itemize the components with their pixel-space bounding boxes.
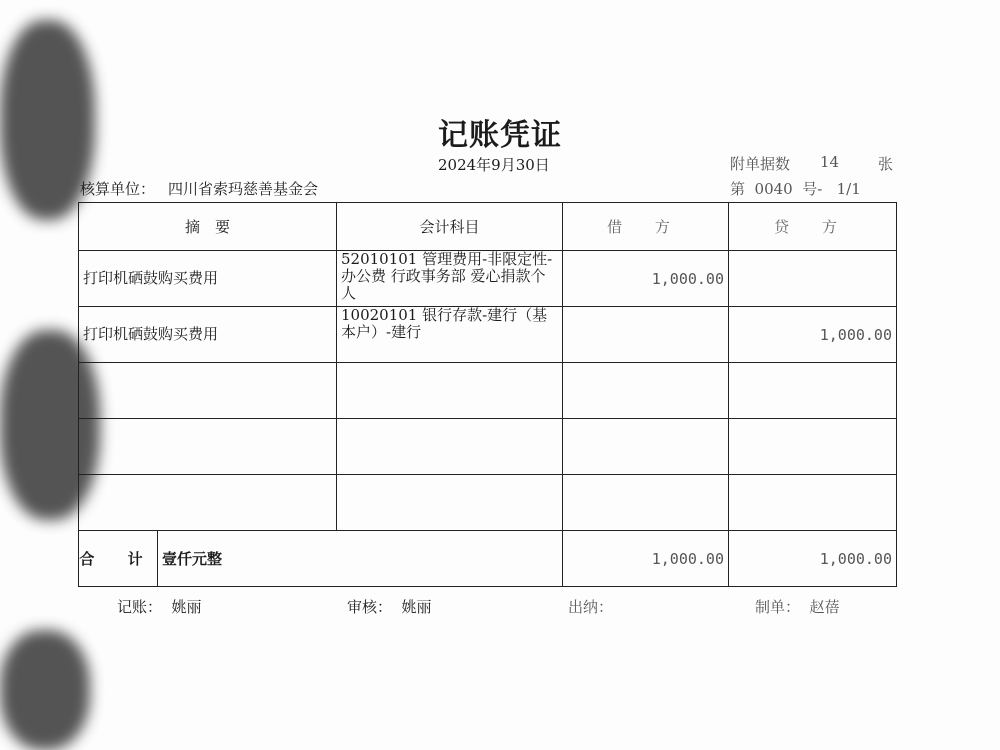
row-debit	[563, 475, 729, 531]
header-debit: 借 方	[563, 203, 729, 251]
header-summary: 摘 要	[79, 203, 337, 251]
bookkeeper-signature: 记账： 姚丽	[117, 598, 202, 616]
row-credit	[729, 251, 897, 307]
voucher-table	[78, 202, 897, 587]
row-summary	[79, 475, 337, 531]
attachments-label: 附单据数	[730, 155, 791, 173]
header-account: 会计科目	[337, 203, 563, 251]
reviewer-signature: 审核： 姚丽	[347, 598, 432, 616]
preparer-signature: 制单： 赵蓓	[755, 598, 840, 616]
table-row	[79, 307, 897, 363]
table-row	[79, 475, 897, 531]
scan-smudge	[0, 630, 90, 750]
row-account	[337, 363, 563, 419]
row-debit	[563, 307, 729, 363]
attachments-count: 14	[820, 153, 840, 171]
row-account	[337, 419, 563, 475]
row-summary: 打印机硒鼓购买费用	[79, 251, 337, 307]
accounting-unit-value: 四川省索玛慈善基金会	[168, 180, 319, 198]
table-header-row	[79, 203, 897, 251]
row-credit	[729, 475, 897, 531]
total-row	[79, 531, 897, 587]
total-debit: 1,000.00	[563, 531, 729, 587]
row-debit: 1,000.00	[563, 251, 729, 307]
row-summary	[79, 363, 337, 419]
table-row	[79, 251, 897, 307]
row-account	[337, 475, 563, 531]
table-row	[79, 419, 897, 475]
row-summary	[79, 419, 337, 475]
row-debit	[563, 363, 729, 419]
voucher-title: 记账凭证	[438, 118, 562, 153]
table-row	[79, 363, 897, 419]
row-credit	[729, 419, 897, 475]
row-account: 10020101 银行存款-建行（基本户）-建行	[337, 307, 563, 363]
header-credit: 贷 方	[729, 203, 897, 251]
row-account: 52010101 管理费用-非限定性-办公费 行政事务部 爱心捐款个人	[337, 251, 563, 307]
voucher-number: 第 0040 号- 1/1	[730, 180, 861, 198]
row-credit	[729, 363, 897, 419]
voucher-date: 2024年9月30日	[438, 156, 550, 174]
total-label: 合 计	[79, 531, 158, 586]
cashier-signature: 出纳：	[568, 598, 614, 616]
total-in-words: 壹仟元整	[162, 550, 223, 568]
total-credit: 1,000.00	[729, 531, 897, 587]
accounting-unit-label: 核算单位：	[80, 180, 156, 198]
row-summary: 打印机硒鼓购买费用	[79, 307, 337, 363]
row-credit: 1,000.00	[729, 307, 897, 363]
row-debit	[563, 419, 729, 475]
attachments-unit: 张	[878, 155, 894, 173]
